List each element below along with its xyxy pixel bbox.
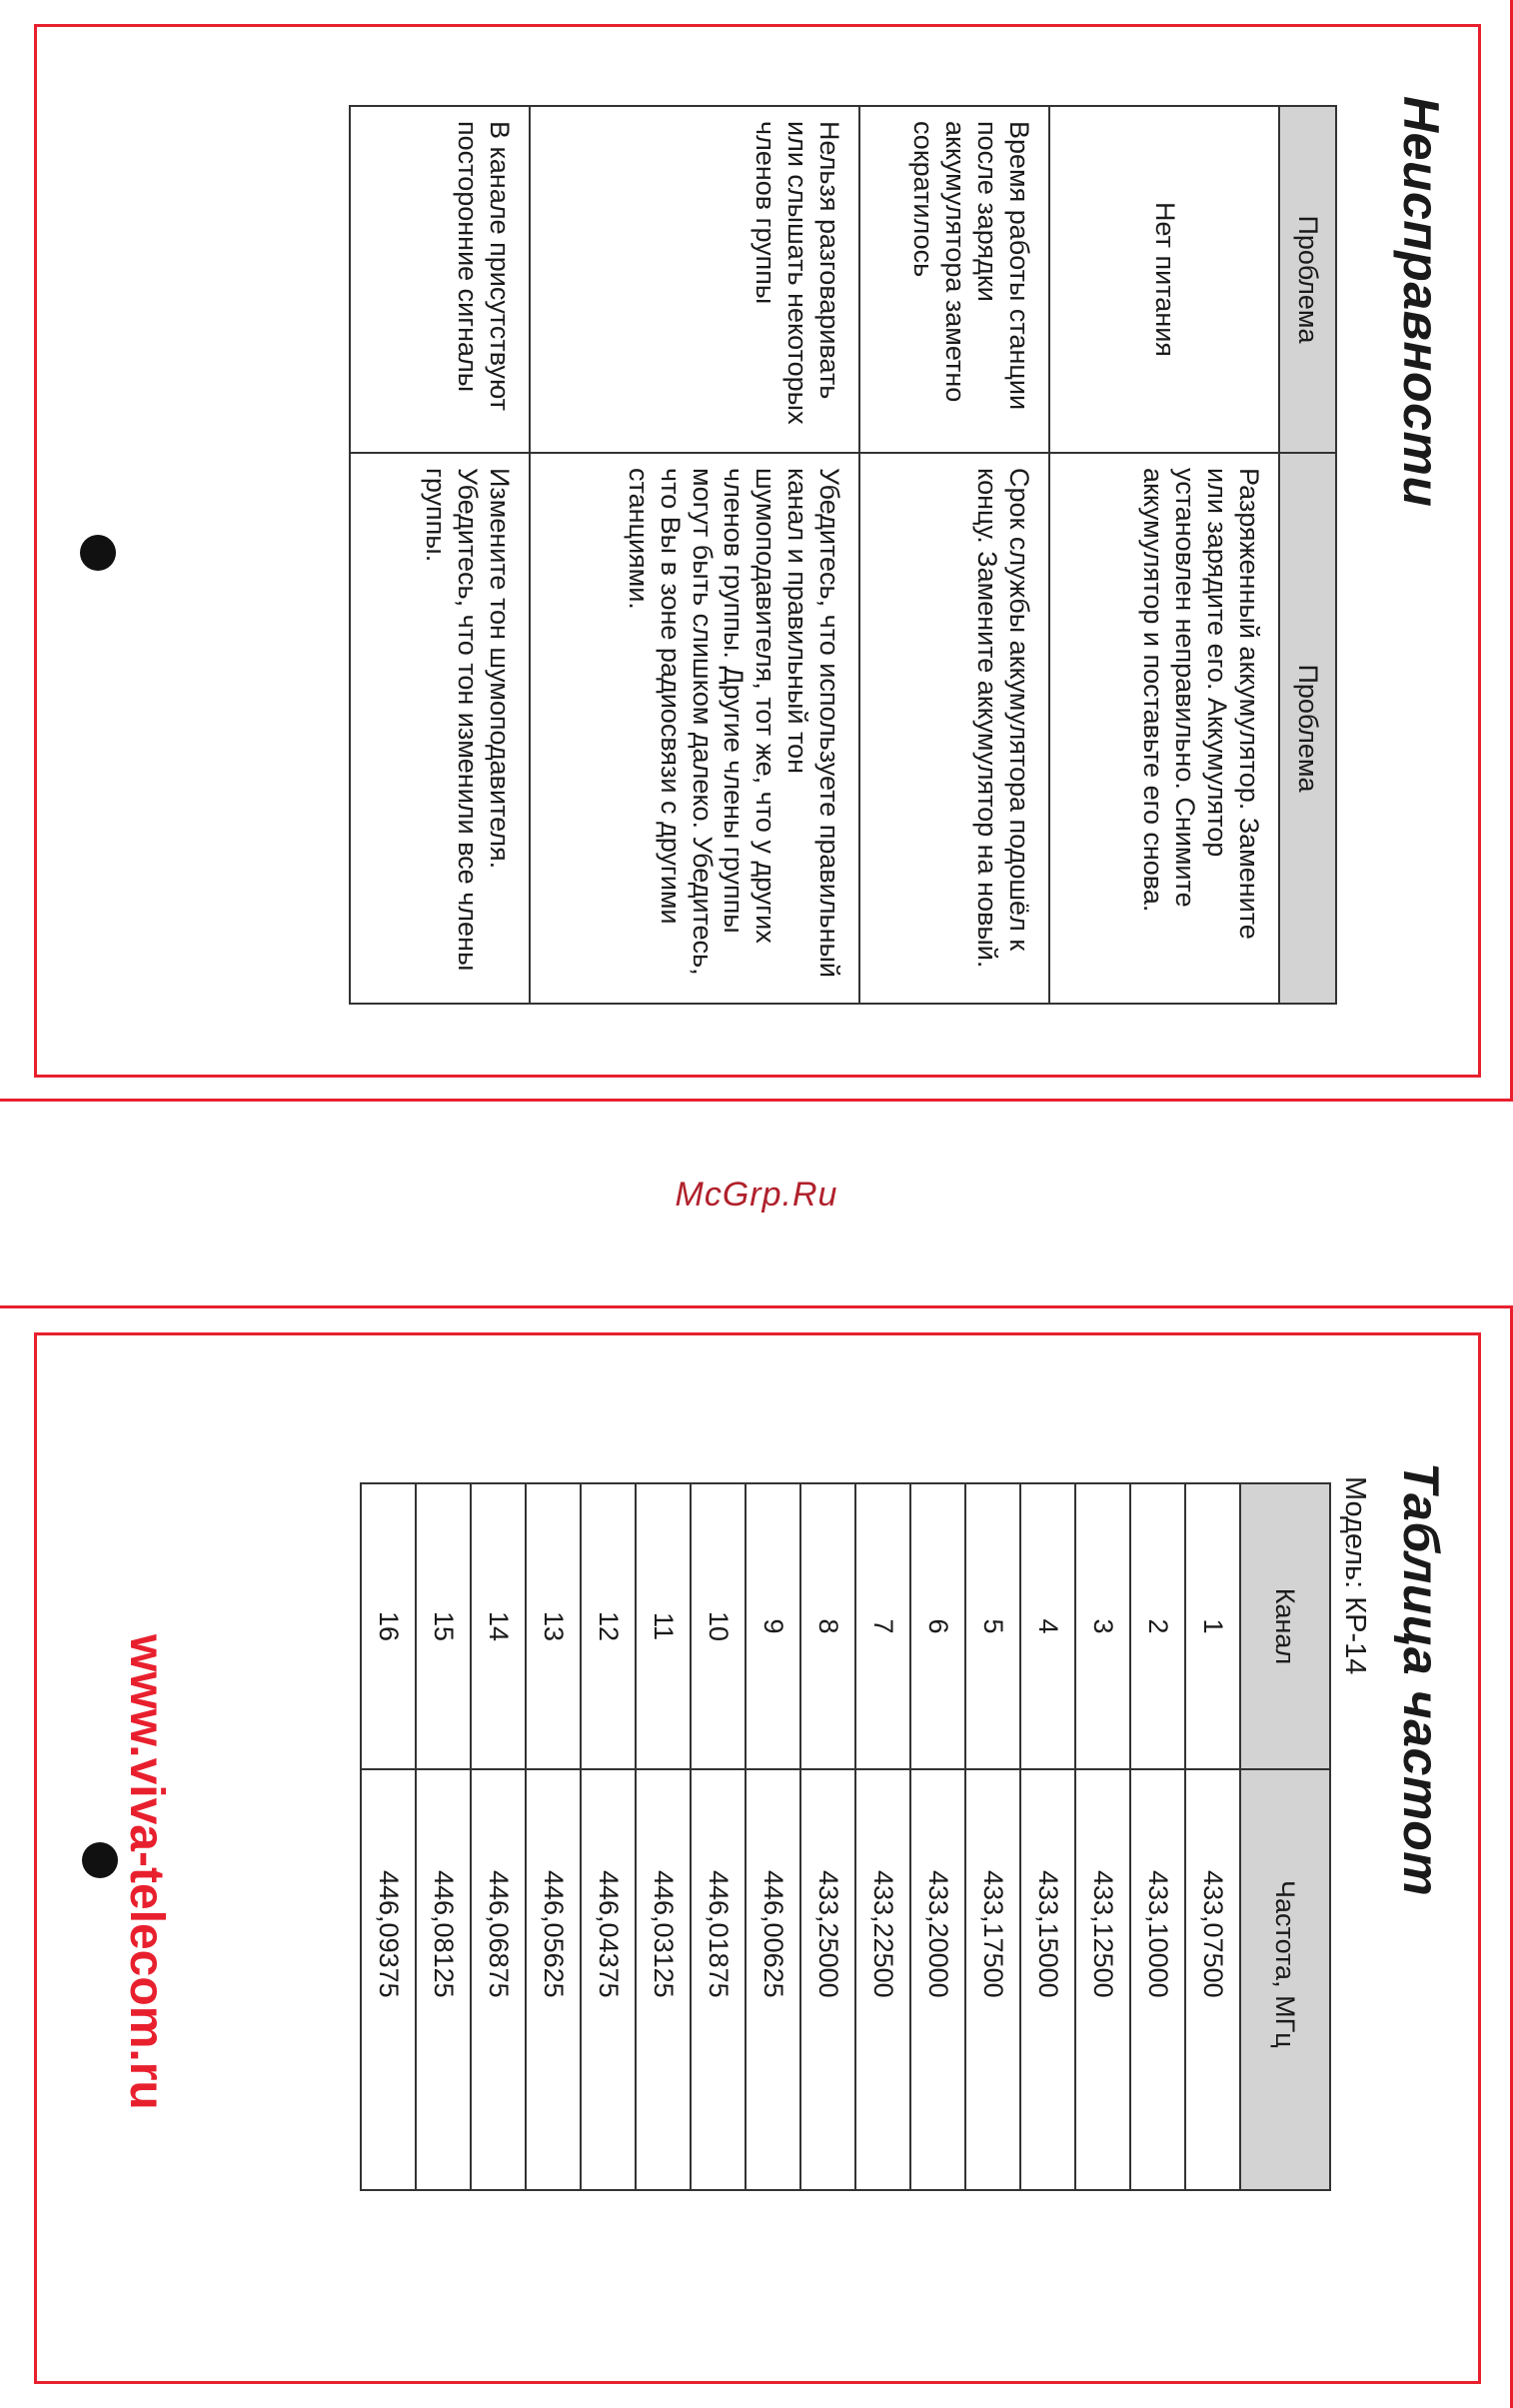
channel-cell: 13 xyxy=(526,1483,581,1769)
solution-cell: Измените тон шумоподавителя. Убедитесь, что тон изменили все члены группы. xyxy=(350,453,530,1004)
troubleshooting-page xyxy=(0,0,1513,1002)
frequency-page xyxy=(0,1314,1513,2364)
channel-cell: 16 xyxy=(361,1483,416,1769)
channel-cell: 15 xyxy=(416,1483,471,1769)
problem-cell: Время работы станции после зарядки аккумулятора заметно сократилось xyxy=(859,106,1049,453)
header-solution: Проблема xyxy=(1279,453,1336,1004)
channel-cell: 1 xyxy=(1185,1483,1240,1769)
table-row xyxy=(746,1483,800,2190)
frequency-cell: 433,15000 xyxy=(1020,1769,1075,2190)
frequency-cell: 433,17500 xyxy=(965,1769,1020,2190)
table-row xyxy=(526,1483,581,2190)
frequency-cell: 446,05625 xyxy=(526,1769,581,2190)
frequency-table xyxy=(360,1482,1331,2191)
table-row xyxy=(965,1483,1020,2190)
solution-cell: Срок службы аккумулятора подошёл к концу. Замените аккумулятор на новый. xyxy=(859,453,1049,1004)
frequency-cell: 433,10000 xyxy=(1130,1769,1185,2190)
channel-cell: 7 xyxy=(855,1483,910,1769)
troubleshooting-table xyxy=(349,105,1337,1005)
frequency-cell: 446,09375 xyxy=(361,1769,416,2190)
website-url: www.viva-telecom.ru xyxy=(120,1634,173,2110)
header-channel: Канал xyxy=(1240,1483,1330,1769)
model-label: Модель: КР-14 xyxy=(1339,1476,1371,1675)
channel-cell: 6 xyxy=(910,1483,965,1769)
frequency-cell: 433,20000 xyxy=(910,1769,965,2190)
troubleshooting-title: Неисправности xyxy=(1393,96,1449,508)
problem-cell: Нельзя разговаривать или слышать некоторых членов группы xyxy=(530,106,859,453)
frequency-cell: 433,12500 xyxy=(1075,1769,1130,2190)
table-row xyxy=(581,1483,636,2190)
frequency-cell: 446,08125 xyxy=(416,1769,471,2190)
channel-cell: 10 xyxy=(691,1483,746,1769)
frequency-cell: 446,00625 xyxy=(746,1769,800,2190)
table-row xyxy=(855,1483,910,2190)
channel-cell: 3 xyxy=(1075,1483,1130,1769)
punch-hole xyxy=(82,1842,118,1878)
frequency-cell: 446,04375 xyxy=(581,1769,636,2190)
watermark: McGrp.Ru xyxy=(675,1176,838,1213)
frequency-cell: 433,22500 xyxy=(855,1769,910,2190)
frequency-cell: 433,07500 xyxy=(1185,1769,1240,2190)
header-problem: Проблема xyxy=(1279,106,1336,453)
channel-cell: 14 xyxy=(471,1483,526,1769)
punch-hole xyxy=(80,535,116,571)
frequency-cell: 446,06875 xyxy=(471,1769,526,2190)
table-row xyxy=(1130,1483,1185,2190)
channel-cell: 11 xyxy=(636,1483,691,1769)
problem-cell: Нет питания xyxy=(1049,106,1279,453)
frequency-cell: 433,25000 xyxy=(800,1769,855,2190)
problem-cell: В канале присутствуют посторонние сигналы xyxy=(350,106,530,453)
frequency-cell: 446,01875 xyxy=(691,1769,746,2190)
channel-cell: 2 xyxy=(1130,1483,1185,1769)
table-row xyxy=(530,106,859,1004)
table-row xyxy=(1049,106,1279,1004)
table-row xyxy=(1020,1483,1075,2190)
table-row xyxy=(691,1483,746,2190)
table-row xyxy=(1075,1483,1130,2190)
channel-cell: 5 xyxy=(965,1483,1020,1769)
frequency-cell: 446,03125 xyxy=(636,1769,691,2190)
table-row xyxy=(471,1483,526,2190)
channel-cell: 4 xyxy=(1020,1483,1075,1769)
channel-cell: 9 xyxy=(746,1483,800,1769)
table-row xyxy=(800,1483,855,2190)
frequency-header-row xyxy=(1240,1483,1330,2190)
channel-cell: 8 xyxy=(800,1483,855,1769)
table-row xyxy=(361,1483,416,2190)
table-row xyxy=(910,1483,965,2190)
table-row xyxy=(416,1483,471,2190)
table-row xyxy=(1185,1483,1240,2190)
troubleshooting-header-row xyxy=(1279,106,1336,1004)
table-row xyxy=(350,106,530,1004)
table-row xyxy=(636,1483,691,2190)
solution-cell: Разряженный аккумулятор. Замените или зарядите его. Аккумулятор установлен неправильно. Снимите аккумулятор и поставьте его снова. xyxy=(1049,453,1279,1004)
channel-cell: 12 xyxy=(581,1483,636,1769)
header-frequency: Частота, МГц xyxy=(1240,1769,1330,2190)
solution-cell: Убедитесь, что используете правильный канал и правильный тон шумоподавителя, тот же, что у других членов группы. Другие члены группы могут быть слишком далеко. Убедитесь, что Вы в зоне радиосвязи с другими станциями. xyxy=(530,453,859,1004)
table-row xyxy=(859,106,1049,1004)
frequency-title: Таблица частот xyxy=(1393,1462,1449,1897)
